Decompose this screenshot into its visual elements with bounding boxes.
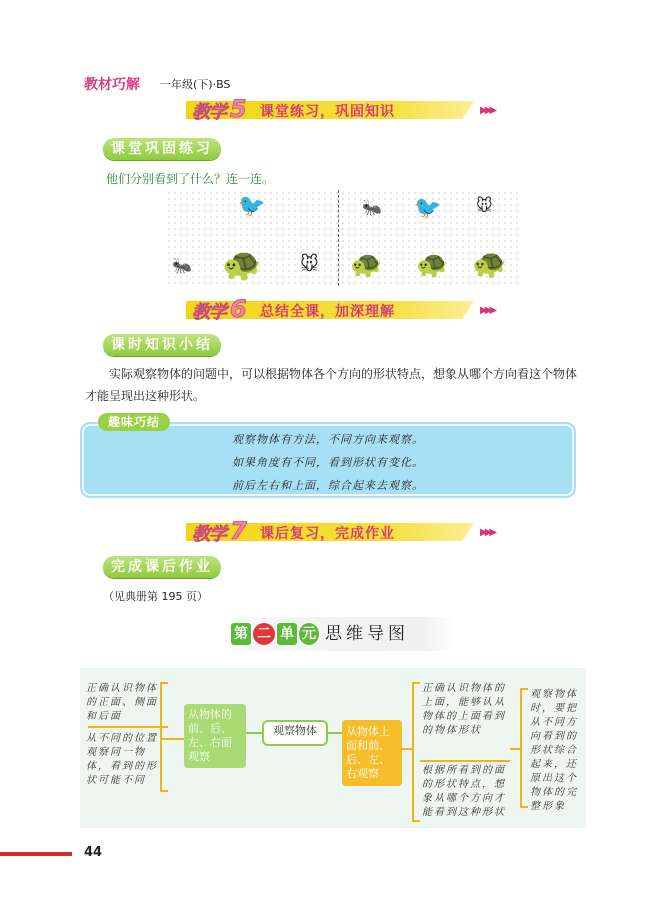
- banner-number: 7: [230, 517, 247, 545]
- bird-icon: 🐦: [238, 194, 266, 219]
- tip-tag: 趣味巧结: [98, 413, 170, 431]
- banner-text: 课后复习，完成作业: [260, 526, 395, 542]
- mindmap-right-note: 正确认识物体的上面，能够认从物体的上面看到的物体形状: [422, 683, 506, 736]
- title-char: 第: [231, 623, 251, 645]
- triple-arrow-icon: ▶▶▶: [480, 105, 495, 116]
- mindmap-far-right-note: 观察物体时，要把从不同方向看到的形状综合起来，还原出这个物体的完整形象: [530, 689, 578, 812]
- picture-divider: [338, 190, 339, 286]
- book-subtitle: 一年级(下)·BS: [160, 78, 231, 91]
- section-banner-7: [186, 517, 495, 545]
- section-pill-homework: 完成课后作业: [103, 556, 221, 578]
- page-number: 44: [84, 845, 103, 860]
- section-banner-5: [186, 95, 495, 123]
- ant-icon: 🐜: [362, 198, 382, 217]
- exercise-picture: [166, 190, 518, 286]
- banner-jiaoxue: 教学: [192, 102, 226, 123]
- mindmap-title: [223, 617, 455, 651]
- mindmap: [80, 668, 586, 828]
- tip-line: 如果角度有不同，看到形状有变化。: [232, 456, 424, 469]
- book-title: 教材巧解: [84, 77, 140, 93]
- banner-text: 课堂练习，巩固知识: [260, 104, 395, 120]
- section-pill-practice: 课堂巩固练习: [103, 138, 221, 160]
- mindmap-right-note: 根据所看到的面的形状特点，想象从哪个方向才能看到这种形状: [422, 765, 506, 818]
- mindmap-node-front-back: 从物体的前、后、左、右面观察: [184, 704, 246, 768]
- banner-number: 6: [230, 295, 247, 323]
- title-char: 单: [277, 623, 297, 645]
- mindmap-left-note: 从不同的位置观察同一物体，看到的形状可能不同: [86, 733, 158, 786]
- banner-jiaoxue: 教学: [192, 524, 226, 545]
- title-rest: 思维导图: [325, 624, 409, 644]
- turtle-icon: 🐢: [222, 245, 262, 283]
- mouse-icon: 🐭: [300, 254, 319, 275]
- triple-arrow-icon: ▶▶▶: [480, 305, 495, 316]
- summary-paragraph: 实际观察物体的问题中，可以根据物体各个方向的形状特点，想象从哪个方向看这个物体才能呈现出这种形状。: [85, 367, 578, 403]
- title-char: 元: [299, 623, 319, 645]
- bird-icon: 🐦: [414, 196, 442, 221]
- ant-icon: 🐜: [172, 256, 192, 275]
- homework-note: （见典册第 195 页）: [103, 590, 208, 603]
- turtle-icon: 🐢: [416, 250, 449, 280]
- banner-jiaoxue: 教学: [192, 302, 226, 323]
- section-banner-6: [186, 295, 495, 323]
- footer-bar: [0, 852, 72, 856]
- turtle-icon: 🐢: [472, 247, 507, 280]
- exercise-question: 他们分别看到了什么？连一连。: [106, 172, 275, 186]
- section-pill-summary: 课时知识小结: [103, 334, 221, 356]
- tip-line: 观察物体有方法，不同方向来观察。: [232, 433, 424, 446]
- turtle-icon: 🐢: [350, 250, 383, 280]
- banner-text: 总结全课，加深理解: [260, 304, 395, 320]
- mindmap-node-top: 从物体上面和前、后、左、右观察: [342, 720, 402, 786]
- banner-number: 5: [230, 95, 247, 123]
- mindmap-center-node: 观察物体: [262, 720, 328, 746]
- tip-line: 前后左右和上面，综合起来去观察。: [232, 479, 424, 492]
- mindmap-left-note: 正确认识物体的正面、侧面和后面: [86, 683, 158, 722]
- mouse-icon: 🐭: [476, 196, 493, 215]
- triple-arrow-icon: ▶▶▶: [480, 527, 495, 538]
- title-char: 二: [253, 623, 275, 645]
